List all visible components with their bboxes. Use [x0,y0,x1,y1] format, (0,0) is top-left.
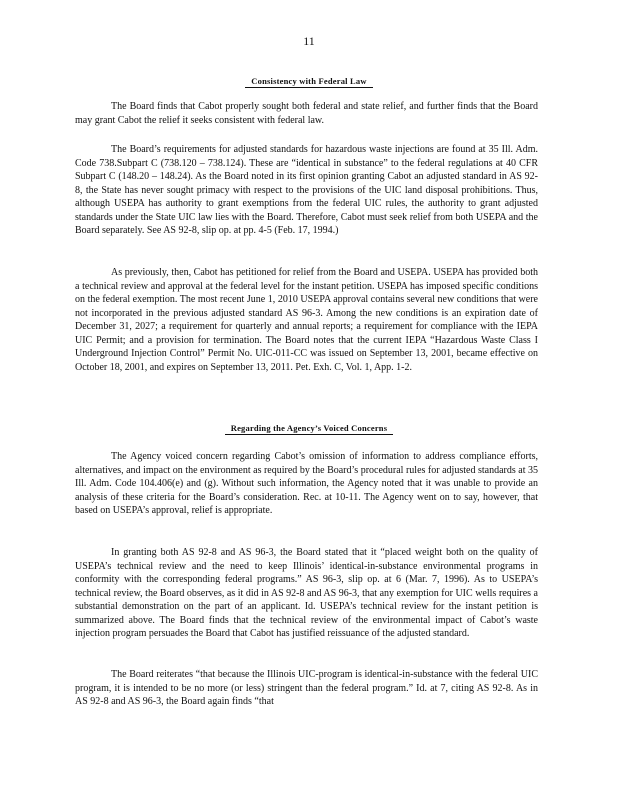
section-heading-federal-law [0,76,618,88]
section-heading-federal-law-text: Consistency with Federal Law [245,76,372,88]
paragraph-board-reiterates: The Board reiterates “that because the Illinois UIC-program is identical-in-substance with the federal UIC program, it is intended to be no more (or less) stringent than the federal program.” Id. at 7, citing AS 92-8. As in AS 92-8 and AS 96-3, the Board again finds “that [75,669,538,707]
paragraph-relief-finding: The Board finds that Cabot properly sought both federal and state relief, and further finds that the Board may grant Cabot the relief it seeks consistent with federal law. [75,101,538,126]
paragraph-board-requirements: The Board’s requirements for adjusted standards for hazardous waste injections are found at 35 Ill. Adm. Code 738.Subpart C (738.120 – 738.124). These are “identical in substance” to the federal regulations at 40 CFR Subpart C (148.20 – 148.24). As the Board noted in its first opinion granting Cabot an adjusted standard in AS 92-8, the State has never sought primacy with respect to the provisions of the UIC land disposal prohibitions. Thus, although USEPA has authority to grant exemptions from the federal UIC rules, the authority to grant adjusted standards under the State UIC law lies with the Board. Therefore, Cabot must seek relief from both USEPA and the Board separately. See AS 92-8, slip op. at pp. 4-5 (Feb. 17, 1994.) [75,144,538,236]
paragraph-agency-concern: The Agency voiced concern regarding Cabot’s omission of information to address compliance efforts, alternatives, and impact on the environment as required by the Board’s procedural rules for adjusted standards at 35 Ill. Adm. Code 104.406(e) and (g). Without such information, the Agency noted that it was unable to provide an analysis of these criteria for the Board’s consideration. Rec. at 10-11. The Agency went on to say, however, that based on USEPA’s approval, relief is appropriate. [75,451,538,516]
paragraph-usepa-approval: As previously, then, Cabot has petitioned for relief from the Board and USEPA. USEPA has provided both a technical review and approval at the federal level for the instant petition. USEPA has imposed specific conditions on the federal exemption. The most recent June 1, 2010 USEPA approval contains several new conditions that were not incorporated in the previous adjusted standard AS 96-3. Among the new conditions is an expiration date of December 31, 2027; a requirement for quarterly and annual reports; a requirement for compliance with the IEPA UIC Permit; and a provision for termination. The Board notes that the current IEPA “Hazardous Waste Class I Underground Injection Control” Permit No. UIC-011-CC was issued on September 13, 2001, became effective on October 18, 2001, and expires on September 13, 2011. Pet. Exh. C, Vol. 1, App. 1-2. [75,267,538,373]
section-heading-agency-concerns-text: Regarding the Agency’s Voiced Concerns [225,423,394,435]
page-number: 11 [303,34,315,48]
paragraph-technical-review: In granting both AS 92-8 and AS 96-3, the Board stated that it “placed weight both on the quality of USEPA’s technical review and the need to keep Illinois’ identical-in-substance environmental programs in conformity with the corresponding federal programs.” AS 96-3, slip op. at 6 (Mar. 7, 1996). As to USEPA’s technical review, the Board observes, as it did in AS 92-8 and AS 96-3, that any exemption for UIC wells requires a substantial demonstration on the part of an applicant. Id. USEPA’s technical review for the instant petition is summarized above. The Board finds that the technical review of the environmental impact of Cabot’s waste injection program persuades the Board that Cabot has justified reissuance of the adjusted standard. [75,547,538,639]
section-heading-agency-concerns [0,423,618,435]
